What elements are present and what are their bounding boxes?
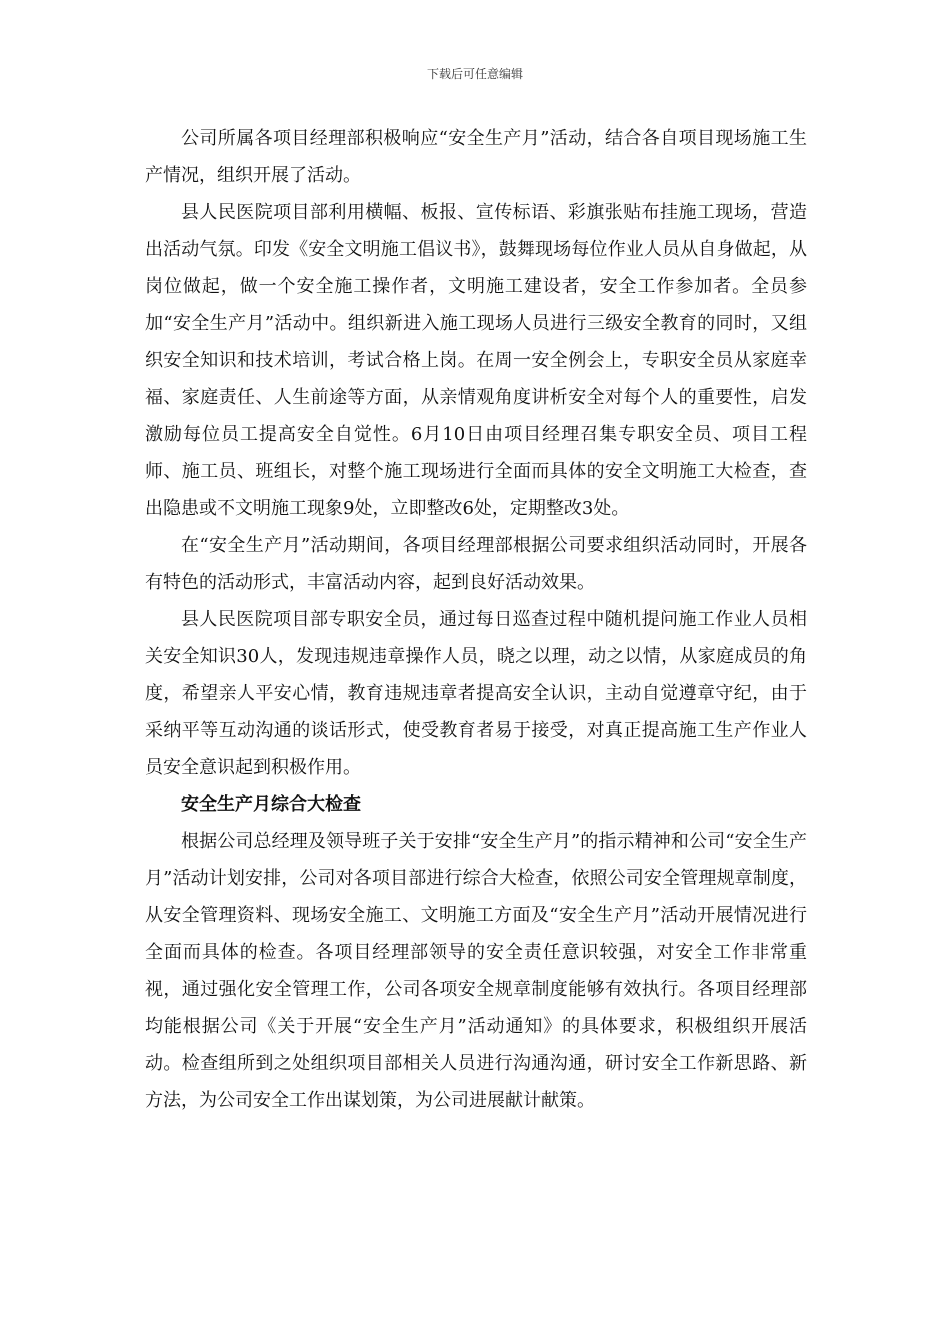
paragraph-inspection: 根据公司总经理及领导班子关于安排“安全生产月”的指示精神和公司“安全生产月”活动计划安排，公司对各项目部进行综合大检查，依照公司安全管理规章制度，从安全管理资料、现场安全施工、文明施工方面及“安全生产月”活动开展情况进行全面而具体的检查。各项目经理部领导的安全责任意识较强，对安全工作非常重视，通过强化安全管理工作，公司各项安全规章制度能够有效执行。各项目经理部均能根据公司《关于开展“安全生产月”活动通知》的具体要求，积极组织开展活动。检查组所到之处组织项目部相关人员进行沟通沟通，研讨安全工作新思路、新方法，为公司安全工作出谋划策，为公司进展献计献策。 [145, 831, 807, 1111]
paragraph-activity-intro: 公司所属各项目经理部积极响应“安全生产月”活动，结合各自项目现场施工生产情况，组织开展了活动。 [145, 128, 807, 186]
section-heading: 安全生产月综合大检查 [181, 794, 361, 815]
paragraph-activity-forms: 在“安全生产月”活动期间，各项目经理部根据公司要求组织活动同时，开展各有特色的活动形式，丰富活动内容，起到良好活动效果。 [145, 535, 807, 593]
document-body [145, 120, 807, 1119]
page-header: 下载后可任意编辑 [426, 67, 523, 81]
paragraph-safety-officer: 县人民医院项目部专职安全员，通过每日巡查过程中随机提问施工作业人员相关安全知识30人，发现违规违章操作人员，晓之以理，动之以情，从家庭成员的角度，希望亲人平安心情，教育违规违章者提高安全认识，主动自觉遵章守纪，由于采纳平等互动沟通的谈话形式，使受教育者易于接受，对真正提高施工生产作业人员安全意识起到积极作用。 [145, 609, 807, 778]
paragraph-hospital-project: 县人民医院项目部利用横幅、板报、宣传标语、彩旗张贴布挂施工现场，营造出活动气氛。印发《安全文明施工倡议书》，鼓舞现场每位作业人员从自身做起，从岗位做起，做一个安全施工操作者，文明施工建设者，安全工作参加者。全员参加“安全生产月”活动中。组织新进入施工现场人员进行三级安全教育的同时，又组织安全知识和技术培训，考试合格上岗。在周一安全例会上，专职安全员从家庭幸福、家庭责任、人生前途等方面，从亲情观角度讲析安全对每个人的重要性，启发激励每位员工提高安全自觉性。6月10日由项目经理召集专职安全员、项目工程师、施工员、班组长，对整个施工现场进行全面而具体的安全文明施工大检查，查出隐患或不文明施工现象9处，立即整改6处，定期整改3处。 [145, 202, 807, 519]
